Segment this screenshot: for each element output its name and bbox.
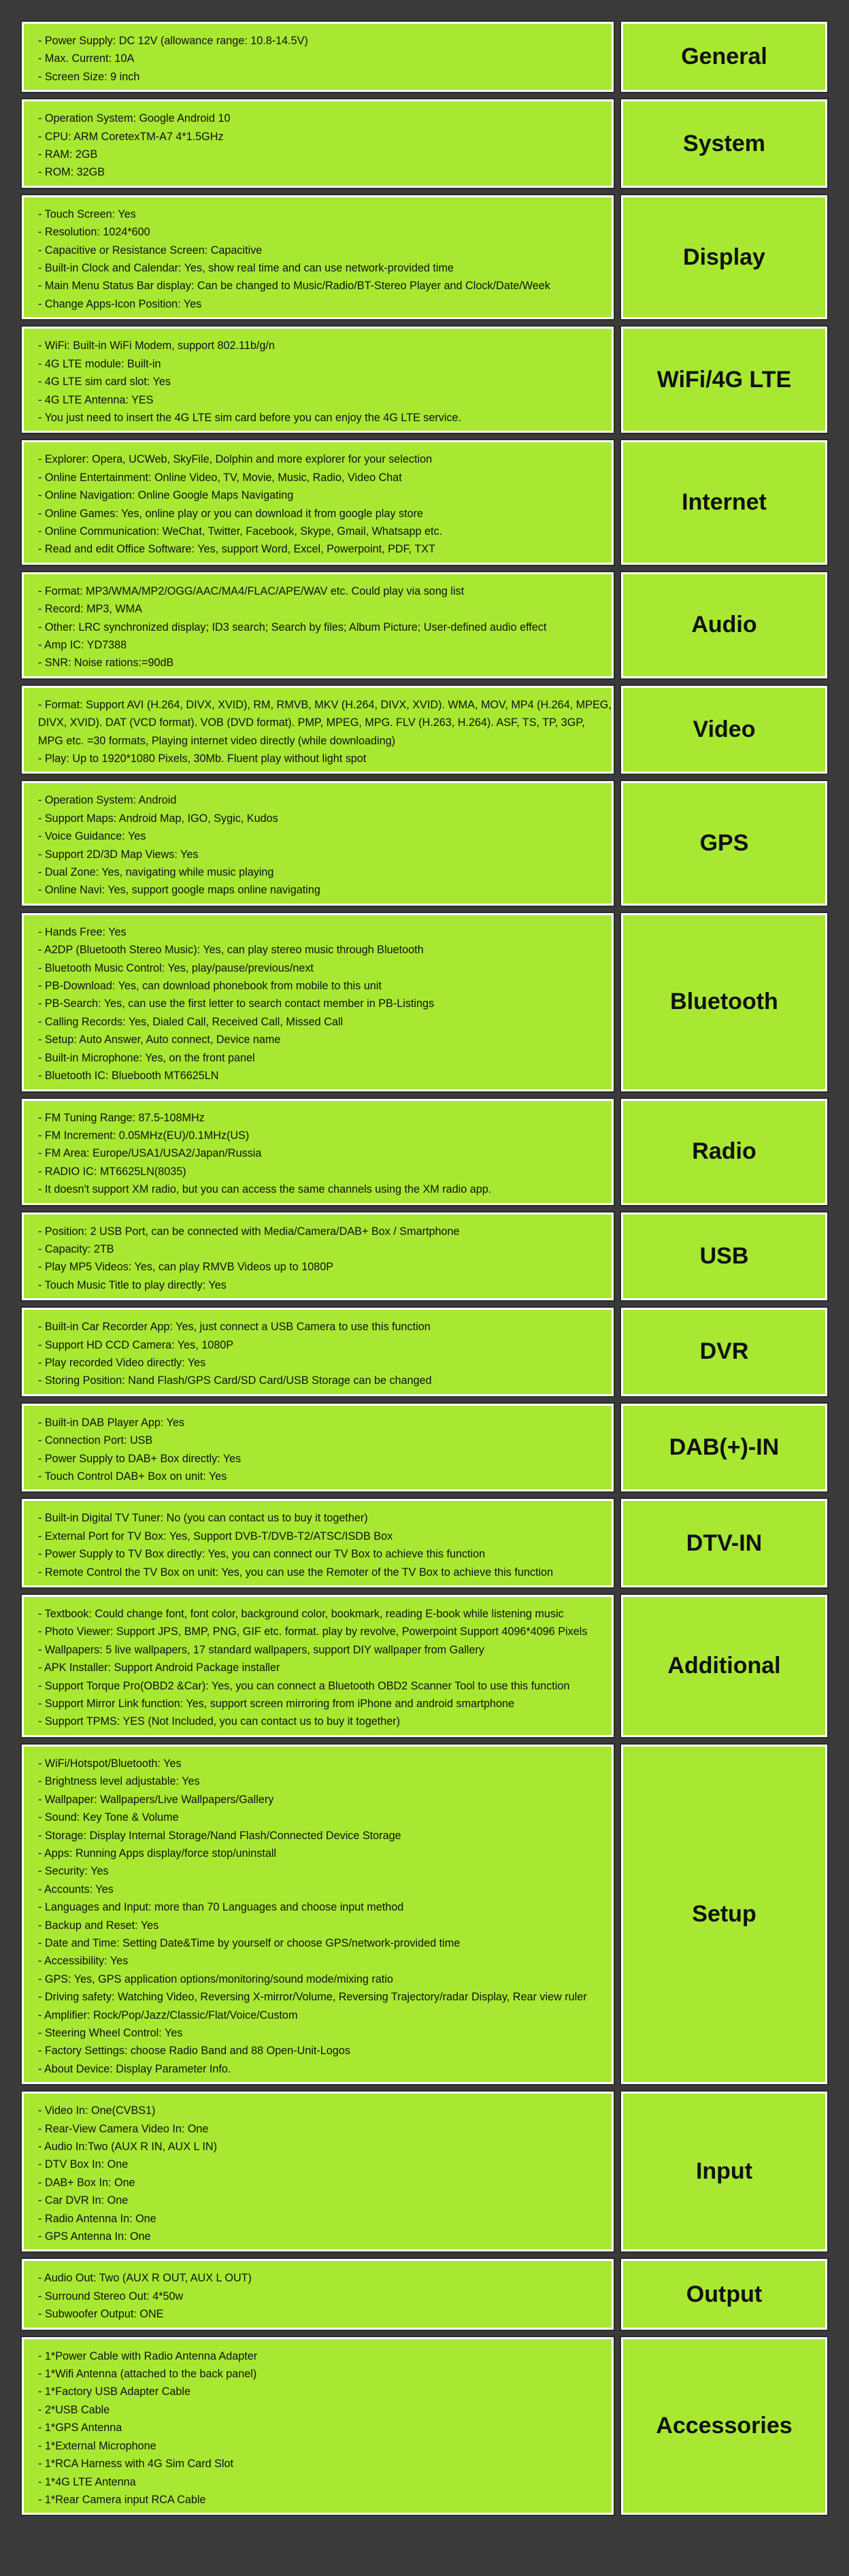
spec-description-box	[22, 1099, 614, 1205]
spec-section-additional	[22, 1595, 827, 1737]
spec-description-box	[22, 22, 614, 92]
spec-line: - PB-Search: Yes, can use the first letter to search contact member in PB-Listings	[38, 997, 435, 1010]
spec-line: - Accessibility: Yes	[38, 1955, 129, 1968]
spec-description-box	[22, 1499, 614, 1587]
spec-category-title: Video	[693, 716, 756, 743]
spec-description-box	[22, 1595, 614, 1737]
spec-category-title: Display	[683, 244, 765, 270]
spec-category-title: Radio	[692, 1138, 756, 1165]
spec-line: - Hands Free: Yes	[38, 925, 127, 938]
spec-line: - WiFi/Hotspot/Bluetooth: Yes	[38, 1757, 182, 1770]
spec-category-title: USB	[699, 1242, 749, 1269]
spec-description-box	[22, 686, 614, 774]
spec-line: - Audio In:Two (AUX R IN, AUX L IN)	[38, 2141, 217, 2153]
spec-line: - Photo Viewer: Support JPS, BMP, PNG, GIF etc. format. play by revolve, Powerpoint Support 4096*4096 Pixels	[38, 1625, 588, 1638]
spec-description-box	[22, 913, 614, 1091]
spec-line: - RADIO IC: MT6625LN(8035)	[38, 1165, 186, 1178]
spec-line: - WiFi: Built-in WiFi Modem, support 802.11b/g/n	[38, 340, 275, 352]
spec-line: - Format: Support AVI (H.264, DIVX, XVID), RM, RMVB, MKV (H.264, DIVX, XVID). WMA, MOV, MP4 (H.264, MPEG, DIVX, XVID). DAT (VCD format). VOB (DVD format). PMP, MPEG, MPG. FLV (H.263, H.264). ASF, TS, TP, 3GP, MPG etc. =30 formats, Playing internet video directly (while downloading)	[38, 698, 612, 747]
spec-section-setup	[22, 1745, 827, 2084]
spec-line: - Brightness level adjustable: Yes	[38, 1775, 200, 1788]
spec-line: - 4G LTE module: Built-in	[38, 357, 161, 370]
spec-category-box	[621, 1745, 827, 2084]
spec-category-title: DTV-IN	[686, 1530, 763, 1556]
spec-section-dab-in	[22, 1404, 827, 1492]
spec-line: - GPS: Yes, GPS application options/monitoring/sound mode/mixing ratio	[38, 1972, 393, 1985]
spec-line: - Driving safety: Watching Video, Reversing X-mirror/Volume, Reversing Trajectory/radar Display, Rear view ruler	[38, 1991, 587, 2004]
spec-line: - 4G LTE sim card slot: Yes	[38, 376, 171, 389]
spec-line: - Resolution: 1024*600	[38, 226, 150, 239]
spec-description-box	[22, 440, 614, 564]
spec-category-box	[621, 781, 827, 905]
spec-category-box	[621, 1499, 827, 1587]
spec-line: - It doesn't support XM radio, but you can access the same channels using the XM radio app.	[38, 1183, 492, 1196]
spec-line: - FM Area: Europe/USA1/USA2/Japan/Russia	[38, 1147, 262, 1160]
spec-category-title: Accessories	[656, 2412, 793, 2439]
spec-section-radio	[22, 1099, 827, 1205]
spec-description-box	[22, 2092, 614, 2251]
spec-category-box	[621, 2092, 827, 2251]
spec-section-dtv-in	[22, 1499, 827, 1587]
spec-line: - ROM: 32GB	[38, 166, 105, 179]
spec-line: - Online Entertainment: Online Video, TV, Movie, Music, Radio, Video Chat	[38, 471, 402, 484]
spec-category-box	[621, 440, 827, 564]
spec-section-usb	[22, 1212, 827, 1301]
spec-line: - Voice Guidance: Yes	[38, 830, 146, 843]
spec-line: - Wallpapers: 5 live wallpapers, 17 standard wallpapers, support DIY wallpaper from Gallery	[38, 1643, 484, 1656]
spec-line: - Accounts: Yes	[38, 1883, 114, 1896]
spec-section-general	[22, 22, 827, 92]
spec-line: - 1*Wifi Antenna (attached to the back panel)	[38, 2368, 257, 2381]
spec-line: - Capacitive or Resistance Screen: Capacitive	[38, 244, 263, 257]
spec-line: - Operation System: Android	[38, 794, 177, 807]
spec-line: - You just need to insert the 4G LTE sim card before you can enjoy the 4G LTE service.	[38, 411, 462, 424]
spec-line: - Support 2D/3D Map Views: Yes	[38, 848, 199, 861]
spec-line: - GPS Antenna In: One	[38, 2230, 151, 2243]
spec-line: - Support Mirror Link function: Yes, support screen mirroring from iPhone and android smartphone	[38, 1698, 515, 1711]
spec-line: - Apps: Running Apps display/force stop/uninstall	[38, 1847, 277, 1860]
spec-line: - Wallpaper: Wallpapers/Live Wallpapers/Gallery	[38, 1793, 274, 1806]
spec-category-box	[621, 2259, 827, 2329]
spec-line: - Power Supply to DAB+ Box directly: Yes	[38, 1452, 242, 1465]
spec-line: - Languages and Input: more than 70 Languages and choose input method	[38, 1901, 404, 1914]
spec-category-box	[621, 572, 827, 678]
spec-category-box	[621, 913, 827, 1091]
spec-line: - Support TPMS: YES (Not Included, you can contact us to buy it together)	[38, 1715, 401, 1728]
spec-category-box	[621, 195, 827, 319]
spec-line: - Storing Position: Nand Flash/GPS Card/SD Card/USB Storage can be changed	[38, 1374, 432, 1387]
spec-line: - Change Apps-Icon Position: Yes	[38, 297, 202, 310]
spec-line: - 1*Power Cable with Radio Antenna Adapter	[38, 2349, 258, 2362]
spec-line: - APK Installer: Support Android Package installer	[38, 1662, 280, 1674]
spec-section-bluetooth	[22, 913, 827, 1091]
spec-description-box	[22, 1745, 614, 2084]
spec-line: - About Device: Display Parameter Info.	[38, 2062, 231, 2075]
spec-line: - Remote Control the TV Box on unit: Yes, you can use the Remoter of the TV Box to achieve this function	[38, 1566, 554, 1579]
spec-line: - Play MP5 Videos: Yes, can play RMVB Videos up to 1080P	[38, 1261, 334, 1274]
spec-description-box	[22, 2259, 614, 2329]
spec-line: - Factory Settings: choose Radio Band and 88 Open-Unit-Logos	[38, 2045, 350, 2058]
spec-line: - Support Maps: Android Map, IGO, Sygic, Kudos	[38, 812, 278, 825]
spec-section-accessories	[22, 2337, 827, 2515]
spec-line: - Bluetooth IC: Bluebooth MT6625LN	[38, 1070, 219, 1083]
spec-section-gps	[22, 781, 827, 905]
spec-description-box	[22, 1308, 614, 1396]
spec-line: - Support HD CCD Camera: Yes, 1080P	[38, 1338, 234, 1351]
spec-line: - Touch Music Title to play directly: Yes	[38, 1278, 227, 1291]
spec-category-title: Input	[695, 2158, 753, 2185]
spec-line: - RAM: 2GB	[38, 148, 98, 161]
spec-category-title: System	[683, 130, 765, 156]
spec-section-display	[22, 195, 827, 319]
spec-line: - Connection Port: USB	[38, 1434, 153, 1447]
spec-line: - Online Communication: WeChat, Twitter, Facebook, Skype, Gmail, Whatsapp etc.	[38, 525, 443, 538]
spec-line: - Subwoofer Output: ONE	[38, 2308, 164, 2321]
spec-line: - Storage: Display Internal Storage/Nand Flash/Connected Device Storage	[38, 1829, 401, 1842]
spec-category-box	[621, 99, 827, 188]
spec-category-title: Bluetooth	[670, 989, 778, 1015]
spec-category-box	[621, 2337, 827, 2515]
spec-line: - Other: LRC synchronized display; ID3 search; Search by files; Album Picture; User-defined audio effect	[38, 621, 547, 633]
spec-description-box	[22, 327, 614, 433]
spec-category-title: Output	[686, 2281, 763, 2307]
spec-section-internet	[22, 440, 827, 564]
spec-line: - Power Supply to TV Box directly: Yes, you can connect our TV Box to achieve this function	[38, 1548, 486, 1561]
spec-line: - 1*RCA Harness with 4G Sim Card Slot	[38, 2458, 233, 2471]
spec-line: - Dual Zone: Yes, navigating while music playing	[38, 866, 274, 879]
spec-line: - Amplifier: Rock/Pop/Jazz/Classic/Flat/Voice/Custom	[38, 2009, 298, 2021]
spec-section-audio	[22, 572, 827, 678]
spec-line: - SNR: Noise rations:=90dB	[38, 657, 174, 670]
spec-line: - Built-in Car Recorder App: Yes, just connect a USB Camera to use this function	[38, 1321, 431, 1334]
spec-line: - Main Menu Status Bar display: Can be changed to Music/Radio/BT-Stereo Player and Clock/Date/Week	[38, 280, 550, 293]
spec-line: - Explorer: Opera, UCWeb, SkyFile, Dolphin and more explorer for your selection	[38, 453, 433, 466]
spec-category-box	[621, 22, 827, 92]
spec-line: - Capacity: 2TB	[38, 1242, 114, 1255]
spec-category-title: Additional	[667, 1652, 781, 1679]
spec-description-box	[22, 1212, 614, 1301]
spec-category-title: General	[681, 44, 767, 70]
spec-line: - Operation System: Google Android 10	[38, 112, 231, 125]
spec-line: - 1*External Microphone	[38, 2439, 156, 2452]
spec-line: - Touch Screen: Yes	[38, 208, 136, 220]
spec-line: - Rear-View Camera Video In: One	[38, 2122, 209, 2135]
spec-line: - A2DP (Bluetooth Stereo Music): Yes, can play stereo music through Bluetooth	[38, 944, 424, 957]
spec-line: - External Port for TV Box: Yes, Support DVB-T/DVB-T2/ATSC/ISDB Box	[38, 1530, 393, 1542]
spec-section-wifi-4g-lte	[22, 327, 827, 433]
spec-description-box	[22, 572, 614, 678]
spec-category-title: Audio	[691, 612, 757, 638]
spec-line: - Security: Yes	[38, 1865, 109, 1878]
spec-line: - CPU: ARM CoretexTM-A7 4*1.5GHz	[38, 130, 224, 143]
spec-line: - 2*USB Cable	[38, 2403, 110, 2416]
spec-line: - Built-in Digital TV Tuner: No (you can contact us to buy it together)	[38, 1512, 368, 1525]
spec-line: - 4G LTE Antenna: YES	[38, 393, 154, 406]
spec-line: - FM Tuning Range: 87.5-108MHz	[38, 1111, 205, 1124]
spec-category-title: Setup	[692, 1901, 756, 1928]
spec-line: - Audio Out: Two (AUX R OUT, AUX L OUT)	[38, 2272, 252, 2285]
spec-line: - Setup: Auto Answer, Auto connect, Device name	[38, 1034, 281, 1046]
spec-line: - Play: Up to 1920*1080 Pixels, 30Mb. Fluent play without light spot	[38, 753, 367, 765]
spec-line: - Touch Control DAB+ Box on unit: Yes	[38, 1470, 227, 1483]
spec-section-input	[22, 2092, 827, 2251]
spec-category-title: DAB(+)-IN	[669, 1434, 780, 1461]
spec-line: - 1*Rear Camera input RCA Cable	[38, 2493, 206, 2506]
spec-category-title: DVR	[699, 1338, 749, 1365]
spec-category-box	[621, 327, 827, 433]
spec-line: - FM Increment: 0.05MHz(EU)/0.1MHz(US)	[38, 1129, 250, 1142]
spec-line: - Online Games: Yes, online play or you can download it from google play store	[38, 507, 423, 520]
spec-description-box	[22, 2337, 614, 2515]
spec-category-box	[621, 1212, 827, 1301]
spec-section-system	[22, 99, 827, 188]
spec-description-box	[22, 99, 614, 188]
spec-line: - Surround Stereo Out: 4*50w	[38, 2290, 184, 2302]
spec-line: - 1*4G LTE Antenna	[38, 2475, 136, 2488]
spec-section-dvr	[22, 1308, 827, 1396]
spec-line: - DAB+ Box In: One	[38, 2176, 135, 2189]
spec-category-box	[621, 1595, 827, 1737]
spec-line: - DTV Box In: One	[38, 2158, 129, 2171]
spec-section-output	[22, 2259, 827, 2329]
spec-line: - Date and Time: Setting Date&Time by yourself or choose GPS/network-provided time	[38, 1936, 461, 1949]
spec-description-box	[22, 781, 614, 905]
spec-line: - Support Torque Pro(OBD2 &Car): Yes, you can connect a Bluetooth OBD2 Scanner Tool to use this function	[38, 1679, 570, 1692]
spec-line: - Calling Records: Yes, Dialed Call, Received Call, Missed Call	[38, 1015, 344, 1028]
spec-line: - Built-in DAB Player App: Yes	[38, 1416, 185, 1429]
spec-line: - Radio Antenna In: One	[38, 2212, 156, 2225]
spec-line: - Built-in Microphone: Yes, on the front panel	[38, 1051, 255, 1064]
spec-description-box	[22, 195, 614, 319]
spec-category-box	[621, 1308, 827, 1396]
spec-line: - Steering Wheel Control: Yes	[38, 2026, 183, 2039]
spec-line: - Textbook: Could change font, font color, background color, bookmark, reading E-book while listening music	[38, 1608, 564, 1621]
spec-line: - Amp IC: YD7388	[38, 638, 127, 651]
spec-line: - 1*Factory USB Adapter Cable	[38, 2385, 191, 2398]
spec-line: - Position: 2 USB Port, can be connected with Media/Camera/DAB+ Box / Smartphone	[38, 1225, 460, 1238]
spec-line: - Record: MP3, WMA	[38, 603, 142, 616]
spec-category-box	[621, 1099, 827, 1205]
spec-line: - Sound: Key Tone & Volume	[38, 1811, 179, 1824]
spec-line: - Bluetooth Music Control: Yes, play/pause/previous/next	[38, 961, 314, 974]
spec-description-box	[22, 1404, 614, 1492]
spec-line: - Built-in Clock and Calendar: Yes, show real time and can use network-provided time	[38, 262, 454, 275]
spec-category-box	[621, 1404, 827, 1492]
spec-line: - Power Supply: DC 12V (allowance range: 10.8-14.5V)	[38, 35, 308, 47]
spec-category-title: Internet	[682, 489, 767, 516]
spec-line: - PB-Download: Yes, can download phonebook from mobile to this unit	[38, 980, 382, 993]
spec-line: - Screen Size: 9 inch	[38, 70, 140, 83]
spec-table	[22, 22, 827, 2515]
spec-category-box	[621, 686, 827, 774]
spec-line: - Max. Current: 10A	[38, 52, 135, 65]
spec-line: - Read and edit Office Software: Yes, support Word, Excel, Powerpoint, PDF, TXT	[38, 543, 435, 556]
spec-line: - Video In: One(CVBS1)	[38, 2104, 156, 2117]
spec-line: - Car DVR In: One	[38, 2194, 129, 2207]
spec-line: - 1*GPS Antenna	[38, 2422, 122, 2434]
spec-line: - Play recorded Video directly: Yes	[38, 1356, 206, 1369]
spec-section-video	[22, 686, 827, 774]
spec-line: - Online Navigation: Online Google Maps Navigating	[38, 489, 294, 502]
spec-line: - Format: MP3/WMA/MP2/OGG/AAC/MA4/FLAC/APE/WAV etc. Could play via song list	[38, 584, 465, 597]
spec-line: - Backup and Reset: Yes	[38, 1919, 159, 1932]
spec-category-title: WiFi/4G LTE	[656, 366, 792, 393]
spec-category-title: GPS	[699, 830, 749, 857]
spec-line: - Online Navi: Yes, support google maps online navigating	[38, 884, 320, 897]
